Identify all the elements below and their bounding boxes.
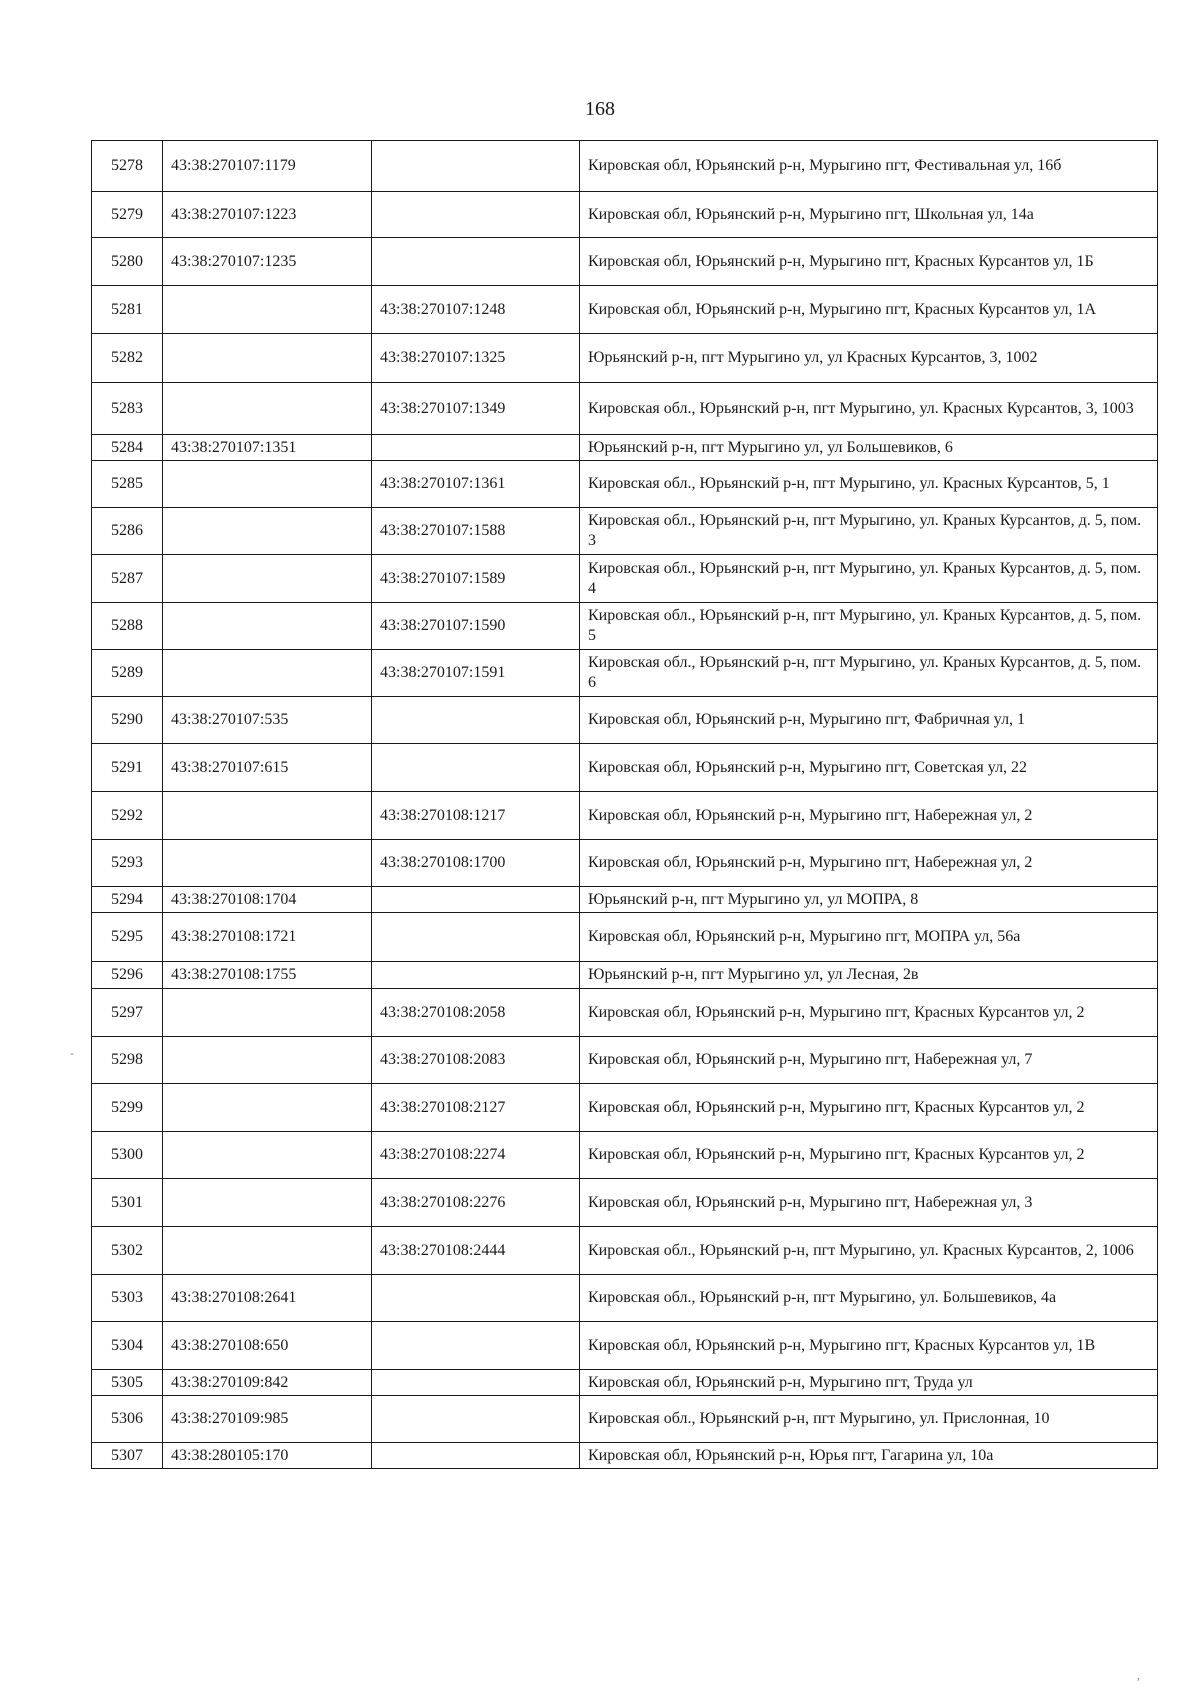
address-cell: Кировская обл, Юрьянский р-н, Мурыгино пгт, Красных Курсантов ул, 1Б (580, 238, 1158, 286)
address-cell: Кировская обл., Юрьянский р-н, пгт Мурыгино, ул. Красных Курсантов, 5, 1 (580, 461, 1158, 508)
row-number: 5283 (92, 383, 163, 435)
address-cell: Кировская обл, Юрьянский р-н, Мурыгино пгт, Набережная ул, 7 (580, 1037, 1158, 1084)
cadastral-number-b (372, 1370, 580, 1396)
cadastral-number-b: 43:38:270108:2444 (372, 1227, 580, 1275)
row-number: 5287 (92, 555, 163, 603)
table-row (92, 1037, 1158, 1084)
cadastral-number-b (372, 141, 580, 192)
cadastral-number-a (163, 334, 372, 383)
cadastral-number-a: 43:38:270107:535 (163, 697, 372, 744)
cadastral-number-b: 43:38:270107:1248 (372, 286, 580, 334)
cadastral-number-b: 43:38:270108:1700 (372, 840, 580, 887)
address-cell: Кировская обл., Юрьянский р-н, пгт Мурыгино, ул. Краных Курсантов, д. 5, пом. 4 (580, 555, 1158, 603)
row-number: 5279 (92, 192, 163, 238)
row-number: 5305 (92, 1370, 163, 1396)
address-cell: Кировская обл, Юрьянский р-н, Мурыгино пгт, Советская ул, 22 (580, 744, 1158, 792)
address-cell: Кировская обл., Юрьянский р-н, пгт Мурыгино, ул. Прислонная, 10 (580, 1396, 1158, 1443)
cadastral-number-b (372, 238, 580, 286)
row-number: 5294 (92, 887, 163, 913)
table-row (92, 650, 1158, 697)
registry-table (91, 140, 1158, 1469)
table-row (92, 913, 1158, 962)
cadastral-number-a: 43:38:270108:1755 (163, 962, 372, 989)
table-row (92, 1443, 1158, 1469)
address-cell: Кировская обл, Юрьянский р-н, Мурыгино пгт, Красных Курсантов ул, 1В (580, 1322, 1158, 1370)
address-cell: Юрьянский р-н, пгт Мурыгино ул, ул Лесная, 2в (580, 962, 1158, 989)
address-cell: Кировская обл, Юрьянский р-н, Мурыгино пгт, Набережная ул, 2 (580, 792, 1158, 840)
address-cell: Кировская обл., Юрьянский р-н, пгт Мурыгино, ул. Краных Курсантов, д. 5, пом. 3 (580, 508, 1158, 555)
row-number: 5300 (92, 1132, 163, 1179)
cadastral-number-a: 43:38:270108:2641 (163, 1275, 372, 1322)
table-row (92, 1322, 1158, 1370)
table-row (92, 1179, 1158, 1227)
table-row (92, 508, 1158, 555)
cadastral-number-b: 43:38:270107:1588 (372, 508, 580, 555)
row-number: 5307 (92, 1443, 163, 1469)
table-row (92, 1370, 1158, 1396)
cadastral-number-a (163, 792, 372, 840)
cadastral-number-b: 43:38:270108:2058 (372, 989, 580, 1037)
cadastral-number-a: 43:38:270107:1351 (163, 435, 372, 461)
cadastral-number-a (163, 461, 372, 508)
row-number: 5281 (92, 286, 163, 334)
table-row (92, 792, 1158, 840)
cadastral-number-b (372, 962, 580, 989)
row-number: 5284 (92, 435, 163, 461)
table-row (92, 1275, 1158, 1322)
address-cell: Кировская обл, Юрьянский р-н, Мурыгино пгт, Труда ул (580, 1370, 1158, 1396)
table-row (92, 989, 1158, 1037)
row-number: 5291 (92, 744, 163, 792)
cadastral-number-b: 43:38:270107:1361 (372, 461, 580, 508)
row-number: 5280 (92, 238, 163, 286)
table-row (92, 840, 1158, 887)
table-row (92, 286, 1158, 334)
row-number: 5303 (92, 1275, 163, 1322)
table-row (92, 697, 1158, 744)
cadastral-number-a: 43:38:270108:1721 (163, 913, 372, 962)
scan-mark: , (1137, 1668, 1140, 1682)
address-cell: Кировская обл, Юрьянский р-н, Мурыгино пгт, Красных Курсантов ул, 2 (580, 1132, 1158, 1179)
row-number: 5282 (92, 334, 163, 383)
cadastral-number-a (163, 1227, 372, 1275)
address-cell: Юрьянский р-н, пгт Мурыгино ул, ул Красных Курсантов, 3, 1002 (580, 334, 1158, 383)
table-row (92, 238, 1158, 286)
table-row (92, 461, 1158, 508)
address-cell: Кировская обл., Юрьянский р-н, пгт Мурыгино, ул. Большевиков, 4а (580, 1275, 1158, 1322)
table-row (92, 603, 1158, 650)
cadastral-number-a (163, 1037, 372, 1084)
cadastral-number-a: 43:38:280105:170 (163, 1443, 372, 1469)
address-cell: Кировская обл, Юрьянский р-н, Мурыгино пгт, Красных Курсантов ул, 2 (580, 989, 1158, 1037)
cadastral-number-a: 43:38:270107:1179 (163, 141, 372, 192)
cadastral-number-b: 43:38:270107:1325 (372, 334, 580, 383)
address-cell: Кировская обл, Юрьянский р-н, Мурыгино пгт, Набережная ул, 3 (580, 1179, 1158, 1227)
cadastral-number-b: 43:38:270107:1349 (372, 383, 580, 435)
cadastral-number-a (163, 383, 372, 435)
cadastral-number-b (372, 1443, 580, 1469)
address-cell: Кировская обл, Юрьянский р-н, Мурыгино пгт, Красных Курсантов ул, 2 (580, 1084, 1158, 1132)
row-number: 5296 (92, 962, 163, 989)
address-cell: Кировская обл., Юрьянский р-н, пгт Мурыгино, ул. Краных Курсантов, д. 5, пом. 6 (580, 650, 1158, 697)
cadastral-number-a (163, 840, 372, 887)
cadastral-number-b (372, 913, 580, 962)
address-cell: Кировская обл, Юрьянский р-н, Мурыгино пгт, Красных Курсантов ул, 1А (580, 286, 1158, 334)
table-row (92, 887, 1158, 913)
cadastral-number-b: 43:38:270108:2274 (372, 1132, 580, 1179)
cadastral-number-a (163, 1084, 372, 1132)
cadastral-number-a (163, 1132, 372, 1179)
address-cell: Кировская обл., Юрьянский р-н, пгт Мурыгино, ул. Красных Курсантов, 2, 1006 (580, 1227, 1158, 1275)
table-row (92, 962, 1158, 989)
cadastral-number-a (163, 1179, 372, 1227)
cadastral-number-b (372, 744, 580, 792)
cadastral-number-a: 43:38:270109:985 (163, 1396, 372, 1443)
cadastral-number-b (372, 1275, 580, 1322)
table-row (92, 1132, 1158, 1179)
cadastral-number-b: 43:38:270108:1217 (372, 792, 580, 840)
cadastral-number-a: 43:38:270108:1704 (163, 887, 372, 913)
cadastral-number-a (163, 989, 372, 1037)
table-row (92, 383, 1158, 435)
cadastral-number-a: 43:38:270107:615 (163, 744, 372, 792)
cadastral-number-a: 43:38:270108:650 (163, 1322, 372, 1370)
cadastral-number-a (163, 650, 372, 697)
cadastral-number-a (163, 603, 372, 650)
cadastral-number-a (163, 555, 372, 603)
table-row (92, 192, 1158, 238)
table-row (92, 1084, 1158, 1132)
cadastral-number-b (372, 1396, 580, 1443)
cadastral-number-b (372, 192, 580, 238)
cadastral-number-b (372, 697, 580, 744)
row-number: 5302 (92, 1227, 163, 1275)
table-row (92, 141, 1158, 192)
cadastral-number-b (372, 887, 580, 913)
table-row (92, 435, 1158, 461)
cadastral-number-a: 43:38:270107:1223 (163, 192, 372, 238)
cadastral-number-b: 43:38:270108:2083 (372, 1037, 580, 1084)
cadastral-number-b (372, 435, 580, 461)
cadastral-number-a: 43:38:270107:1235 (163, 238, 372, 286)
row-number: 5297 (92, 989, 163, 1037)
cadastral-number-b: 43:38:270108:2276 (372, 1179, 580, 1227)
row-number: 5285 (92, 461, 163, 508)
table-row (92, 1396, 1158, 1443)
cadastral-number-b: 43:38:270107:1591 (372, 650, 580, 697)
cadastral-number-b: 43:38:270108:2127 (372, 1084, 580, 1132)
row-number: 5290 (92, 697, 163, 744)
row-number: 5295 (92, 913, 163, 962)
row-number: 5304 (92, 1322, 163, 1370)
address-cell: Кировская обл., Юрьянский р-н, пгт Мурыгино, ул. Красных Курсантов, 3, 1003 (580, 383, 1158, 435)
row-number: 5292 (92, 792, 163, 840)
page-number: 168 (585, 98, 615, 120)
address-cell: Кировская обл., Юрьянский р-н, пгт Мурыгино, ул. Краных Курсантов, д. 5, пом. 5 (580, 603, 1158, 650)
row-number: 5278 (92, 141, 163, 192)
address-cell: Кировская обл, Юрьянский р-н, Мурыгино пгт, Фестивальная ул, 16б (580, 141, 1158, 192)
scan-mark: - (70, 1046, 74, 1060)
table-row (92, 334, 1158, 383)
address-cell: Кировская обл, Юрьянский р-н, Мурыгино пгт, МОПРА ул, 56а (580, 913, 1158, 962)
row-number: 5293 (92, 840, 163, 887)
cadastral-number-b: 43:38:270107:1590 (372, 603, 580, 650)
cadastral-number-b: 43:38:270107:1589 (372, 555, 580, 603)
row-number: 5289 (92, 650, 163, 697)
table-row (92, 744, 1158, 792)
row-number: 5301 (92, 1179, 163, 1227)
address-cell: Кировская обл, Юрьянский р-н, Юрья пгт, Гагарина ул, 10а (580, 1443, 1158, 1469)
table-row (92, 555, 1158, 603)
row-number: 5298 (92, 1037, 163, 1084)
address-cell: Кировская обл, Юрьянский р-н, Мурыгино пгт, Фабричная ул, 1 (580, 697, 1158, 744)
cadastral-number-a: 43:38:270109:842 (163, 1370, 372, 1396)
cadastral-number-b (372, 1322, 580, 1370)
table-row (92, 1227, 1158, 1275)
address-cell: Кировская обл, Юрьянский р-н, Мурыгино пгт, Набережная ул, 2 (580, 840, 1158, 887)
cadastral-number-a (163, 286, 372, 334)
registry-table-body (92, 141, 1158, 1469)
address-cell: Кировская обл, Юрьянский р-н, Мурыгино пгт, Школьная ул, 14а (580, 192, 1158, 238)
row-number: 5306 (92, 1396, 163, 1443)
row-number: 5286 (92, 508, 163, 555)
row-number: 5288 (92, 603, 163, 650)
row-number: 5299 (92, 1084, 163, 1132)
address-cell: Юрьянский р-н, пгт Мурыгино ул, ул МОПРА, 8 (580, 887, 1158, 913)
address-cell: Юрьянский р-н, пгт Мурыгино ул, ул Большевиков, 6 (580, 435, 1158, 461)
cadastral-number-a (163, 508, 372, 555)
